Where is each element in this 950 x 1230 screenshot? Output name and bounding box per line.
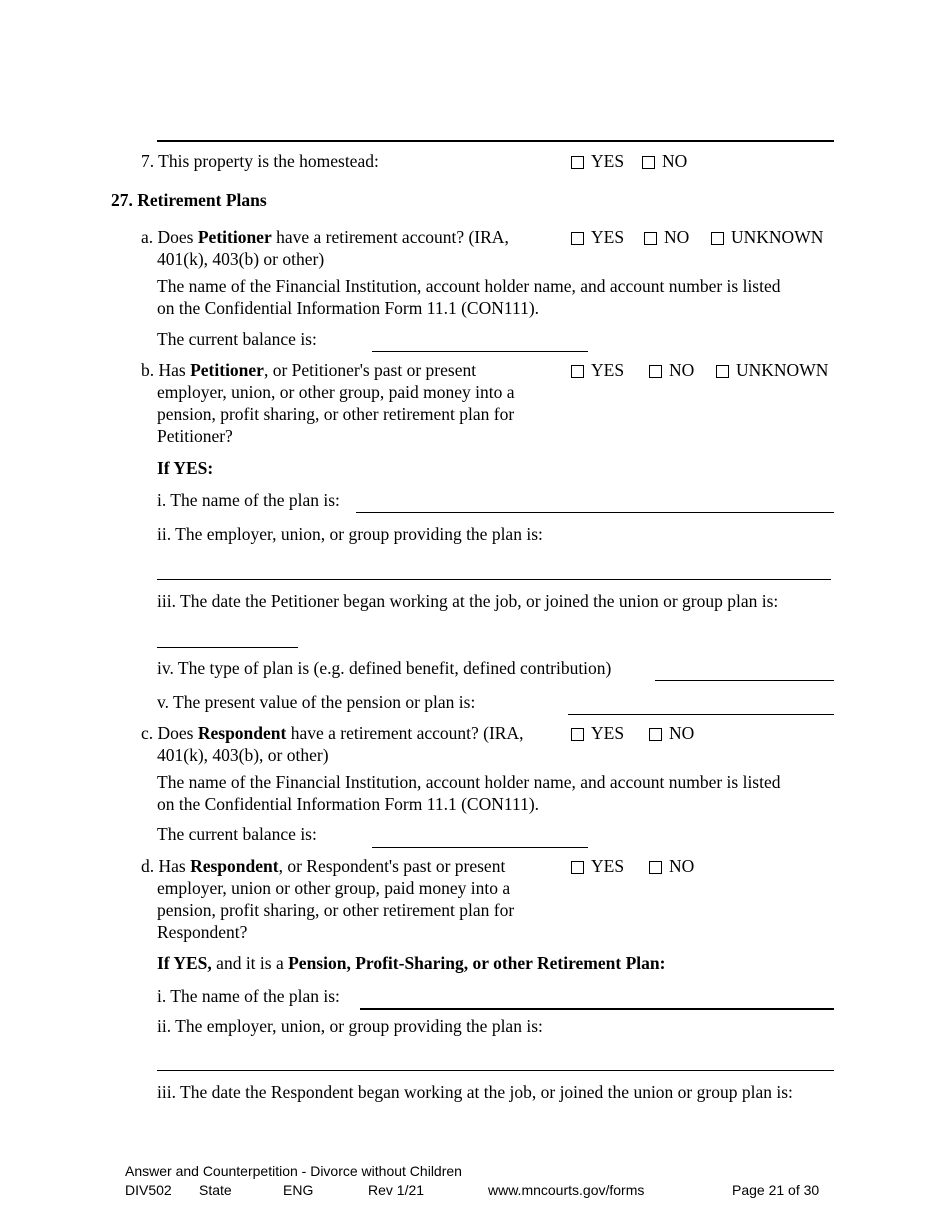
- d-plan-name-field[interactable]: [360, 1008, 834, 1010]
- b-present-value-label: v. The present value of the pension or plan is:: [157, 692, 476, 712]
- checkbox-icon: [644, 232, 657, 245]
- checkbox-icon: [716, 365, 729, 378]
- b-if-yes: If YES:: [157, 458, 214, 478]
- question-b-line4: Petitioner?: [157, 426, 233, 446]
- a-no-checkbox[interactable]: NO: [644, 226, 689, 248]
- checkbox-icon: [649, 728, 662, 741]
- footer-page-number: Page 21 of 30: [732, 1182, 820, 1198]
- c-yes-checkbox[interactable]: YES: [571, 722, 624, 744]
- b-unknown-checkbox[interactable]: UNKNOWN: [716, 359, 828, 381]
- checkbox-icon: [571, 232, 584, 245]
- footer-state: State: [199, 1182, 232, 1198]
- a-balance-label: The current balance is:: [157, 329, 317, 349]
- question-d-line4: Respondent?: [157, 922, 248, 942]
- b-plan-name-label: i. The name of the plan is:: [157, 490, 340, 510]
- footer-title: Answer and Counterpetition - Divorce without Children: [125, 1163, 462, 1179]
- d-no-checkbox[interactable]: NO: [649, 855, 694, 877]
- section-title: 27. Retirement Plans: [111, 190, 267, 210]
- question-b-line3: pension, profit sharing, or other retirement plan for: [157, 404, 515, 424]
- homestead-no-checkbox[interactable]: NO: [642, 150, 687, 172]
- checkbox-icon: [571, 365, 584, 378]
- b-yes-checkbox[interactable]: YES: [571, 359, 624, 381]
- checkbox-icon: [711, 232, 724, 245]
- b-present-value-field[interactable]: [568, 714, 834, 715]
- question-b-line2: employer, union, or other group, paid money into a: [157, 382, 515, 402]
- a-yes-checkbox[interactable]: YES: [571, 226, 624, 248]
- a-unknown-checkbox[interactable]: UNKNOWN: [711, 226, 823, 248]
- question-d: d. Has Respondent, or Respondent's past or present: [141, 856, 506, 876]
- d-plan-name-label: i. The name of the plan is:: [157, 986, 340, 1006]
- question-a-line2: 401(k), 403(b) or other): [157, 249, 325, 269]
- d-employer-label: ii. The employer, union, or group providing the plan is:: [157, 1016, 543, 1036]
- a-info-line2: on the Confidential Information Form 11.1 (CON111).: [157, 298, 540, 318]
- footer-url: www.mncourts.gov/forms: [488, 1182, 645, 1198]
- c-balance-label: The current balance is:: [157, 824, 317, 844]
- c-info-line2: on the Confidential Information Form 11.1 (CON111).: [157, 794, 540, 814]
- c-info-line1: The name of the Financial Institution, account holder name, and account number is listed: [157, 772, 781, 792]
- question-d-line3: pension, profit sharing, or other retirement plan for: [157, 900, 515, 920]
- d-date-label: iii. The date the Respondent began working at the job, or joined the union or group plan is:: [157, 1082, 793, 1102]
- checkbox-icon: [571, 728, 584, 741]
- c-no-checkbox[interactable]: NO: [649, 722, 694, 744]
- checkbox-icon: [649, 365, 662, 378]
- b-plan-type-field[interactable]: [655, 680, 834, 681]
- d-if-yes: If YES, and it is a Pension, Profit-Sharing, or other Retirement Plan:: [157, 953, 666, 973]
- question-b: b. Has Petitioner, or Petitioner's past or present: [141, 360, 477, 380]
- b-employer-field[interactable]: [157, 579, 831, 580]
- footer-form-code: DIV502: [125, 1182, 172, 1198]
- b-plan-name-field[interactable]: [356, 512, 834, 513]
- b-date-label: iii. The date the Petitioner began working at the job, or joined the union or group plan is:: [157, 591, 779, 611]
- question-a: a. Does Petitioner have a retirement account? (IRA,: [141, 227, 509, 247]
- c-balance-field[interactable]: [372, 847, 588, 848]
- homestead-question: 7. This property is the homestead:: [141, 151, 379, 171]
- b-employer-label: ii. The employer, union, or group providing the plan is:: [157, 524, 543, 544]
- top-rule: [157, 140, 834, 142]
- d-yes-checkbox[interactable]: YES: [571, 855, 624, 877]
- homestead-yes-checkbox[interactable]: YES: [571, 150, 624, 172]
- checkbox-icon: [571, 156, 584, 169]
- a-balance-field[interactable]: [372, 351, 588, 352]
- b-no-checkbox[interactable]: NO: [649, 359, 694, 381]
- question-c: c. Does Respondent have a retirement account? (IRA,: [141, 723, 524, 743]
- question-c-line2: 401(k), 403(b), or other): [157, 745, 329, 765]
- footer-revision: Rev 1/21: [368, 1182, 425, 1198]
- d-employer-field[interactable]: [157, 1070, 834, 1071]
- question-d-line2: employer, union or other group, paid money into a: [157, 878, 511, 898]
- checkbox-icon: [642, 156, 655, 169]
- checkbox-icon: [571, 861, 584, 874]
- footer-language: ENG: [283, 1182, 314, 1198]
- b-plan-type-label: iv. The type of plan is (e.g. defined benefit, defined contribution): [157, 658, 612, 678]
- checkbox-icon: [649, 861, 662, 874]
- a-info-line1: The name of the Financial Institution, account holder name, and account number is listed: [157, 276, 781, 296]
- b-date-field[interactable]: [157, 647, 298, 648]
